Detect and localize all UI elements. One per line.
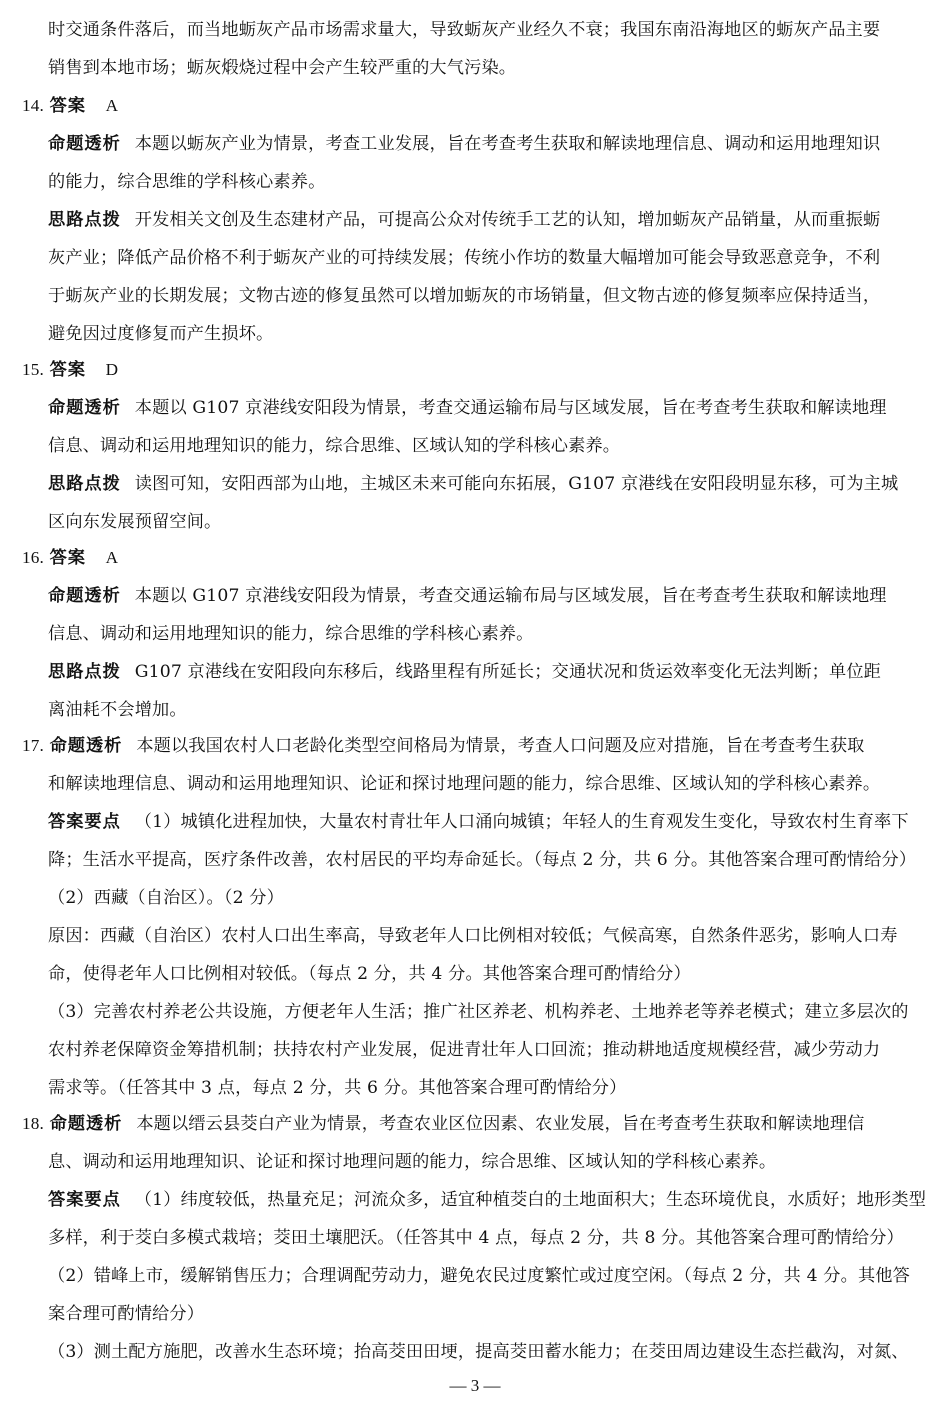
q18-points-label: 答案要点 (48, 1190, 121, 1210)
q14-analysis-text: 本题以蛎灰产业为情景，考查工业发展，旨在考查考生获取和解读地理信息、调动和运用地理知识 (134, 134, 881, 154)
q18-points-line: （2）错峰上市，缓解销售压力；合理调配劳动力，避免农民过度繁忙或过度空闲。（每点 2 分，共 4 分。其他答 (48, 1266, 910, 1286)
q14-hint-text: 开发相关文创及生态建材产品，可提高公众对传统手工艺的认知，增加蛎灰产品销量，从而重振蛎 (134, 210, 881, 230)
q17-points-text: （1）城镇化进程加快，大量农村青壮年人口涌向城镇；年轻人的生育观发生变化，导致农村生育率下 (134, 812, 909, 832)
q14-hint-line (48, 209, 932, 231)
q16-analysis-line: 信息、调动和运用地理知识的能力，综合思维的学科核心素养。 (48, 624, 534, 644)
q14-hint-line: 灰产业；降低产品价格不利于蛎灰产业的可持续发展；传统小作坊的数量大幅增加可能会导致恶意竞争，不利 (48, 248, 881, 268)
q17-analysis-line (22, 735, 906, 757)
q15-hint-line: 区向东发展预留空间。 (48, 512, 222, 532)
intro-line: 时交通条件落后，而当地蛎灰产品市场需求量大，导致蛎灰产业经久不衰；我国东南沿海地区的蛎灰产品主要 (48, 20, 881, 40)
q15-analysis-line (48, 397, 932, 419)
q16-answer-label: 答案 (49, 548, 86, 568)
q17-points-line (48, 811, 932, 833)
q14-analysis-line: 的能力，综合思维的学科核心素养。 (48, 172, 326, 192)
q18-analysis-label: 命题透析 (49, 1114, 123, 1134)
q16-answer: A (105, 548, 119, 567)
q14-answer: A (105, 96, 119, 115)
q16-analysis-text: 本题以 G107 京港线安阳段为情景，考查交通运输布局与区域发展，旨在考查考生获取和解读地理 (134, 586, 887, 606)
q17-points-line: 命，使得老年人口比例相对较低。（每点 2 分，共 4 分。其他答案合理可酌情给分） (48, 964, 691, 984)
q15-number: 15. (22, 360, 44, 379)
q14-hint-line: 于蛎灰产业的长期发展；文物古迹的修复虽然可以增加蛎灰的市场销量，但文物古迹的修复频率应保持适当， (48, 286, 881, 306)
q14-analysis-line (48, 133, 932, 155)
q18-analysis-line (22, 1113, 906, 1135)
q14-answer-label: 答案 (49, 96, 86, 116)
q14-answer-line (22, 95, 906, 117)
q17-points-line: 原因：西藏（自治区）农村人口出生率高，导致老年人口比例相对较低；气候高寒，自然条件恶劣，影响人口寿 (48, 926, 898, 946)
q15-hint-label: 思路点拨 (48, 474, 121, 494)
q14-hint-label: 思路点拨 (48, 210, 121, 230)
q16-answer-line (22, 547, 906, 569)
q15-analysis-label: 命题透析 (48, 398, 121, 418)
page-number: — 3 — (449, 1376, 501, 1395)
q17-points-line: 需求等。（任答其中 3 点，每点 2 分，共 6 分。其他答案合理可酌情给分） (48, 1078, 627, 1098)
q16-analysis-line (48, 585, 932, 607)
q18-analysis-line: 息、调动和运用地理知识、论证和探讨地理问题的能力，综合思维、区域认知的学科核心素养。 (48, 1152, 777, 1172)
q14-hint-line: 避免因过度修复而产生损坏。 (48, 324, 274, 344)
q15-answer-label: 答案 (49, 360, 86, 380)
q16-analysis-label: 命题透析 (48, 586, 121, 606)
q17-number: 17. (22, 736, 44, 755)
q16-hint-label: 思路点拨 (48, 662, 121, 682)
q14-analysis-label: 命题透析 (48, 134, 121, 154)
q16-number: 16. (22, 548, 44, 567)
q15-analysis-line: 信息、调动和运用地理知识的能力，综合思维、区域认知的学科核心素养。 (48, 436, 621, 456)
q17-analysis-line: 和解读地理信息、调动和运用地理知识、论证和探讨地理问题的能力，综合思维、区域认知的学科核心素养。 (48, 774, 881, 794)
q18-analysis-text: 本题以缙云县茭白产业为情景，考查农业区位因素、农业发展，旨在考查考生获取和解读地理信 (136, 1114, 865, 1134)
q17-points-line: （3）完善农村养老公共设施，方便老年人生活；推广社区养老、机构养老、土地养老等养老模式；建立多层次的 (48, 1002, 909, 1022)
q16-hint-text: G107 京港线在安阳段向东移后，线路里程有所延长；交通状况和货运效率变化无法判断；单位距 (134, 662, 882, 682)
q18-points-line (48, 1189, 932, 1211)
q15-analysis-text: 本题以 G107 京港线安阳段为情景，考查交通运输布局与区域发展，旨在考查考生获取和解读地理 (134, 398, 887, 418)
q17-points-label: 答案要点 (48, 812, 121, 832)
q16-hint-line: 离油耗不会增加。 (48, 700, 187, 720)
q18-points-line: （3）测土配方施肥，改善水生态环境；抬高茭田田埂，提高茭田蓄水能力；在茭田周边建设生态拦截沟，对氮、 (48, 1342, 909, 1362)
q18-points-line: 多样，利于茭白多模式栽培；茭田土壤肥沃。（任答其中 4 点，每点 2 分，共 8 分。其他答案合理可酌情给分） (48, 1228, 904, 1248)
q18-points-text: （1）纬度较低，热量充足；河流众多，适宜种植茭白的土地面积大；生态环境优良，水质好；地形类型 (134, 1190, 927, 1210)
intro-line: 销售到本地市场；蛎灰煅烧过程中会产生较严重的大气污染。 (48, 58, 517, 78)
q17-points-line: （2）西藏（自治区）。（2 分） (48, 888, 284, 908)
q17-points-line: 农村养老保障资金筹措机制；扶持农村产业发展，促进青壮年人口回流；推动耕地适度规模经营，减少劳动力 (48, 1040, 881, 1060)
q16-hint-line (48, 661, 932, 683)
q15-hint-text: 读图可知，安阳西部为山地，主城区未来可能向东拓展，G107 京港线在安阳段明显东移，可为主城 (134, 474, 899, 494)
q17-points-line: 降；生活水平提高，医疗条件改善，农村居民的平均寿命延长。（每点 2 分，共 6 分。其他答案合理可酌情给分） (48, 850, 917, 870)
q18-number: 18. (22, 1114, 44, 1133)
q15-answer-line (22, 359, 906, 381)
q14-number: 14. (22, 96, 44, 115)
q17-analysis-label: 命题透析 (49, 736, 123, 756)
q15-hint-line (48, 473, 932, 495)
q15-answer: D (105, 360, 119, 379)
q18-points-line: 案合理可酌情给分） (48, 1304, 205, 1324)
q17-analysis-text: 本题以我国农村人口老龄化类型空间格局为情景，考查人口问题及应对措施，旨在考查考生获取 (136, 736, 865, 756)
